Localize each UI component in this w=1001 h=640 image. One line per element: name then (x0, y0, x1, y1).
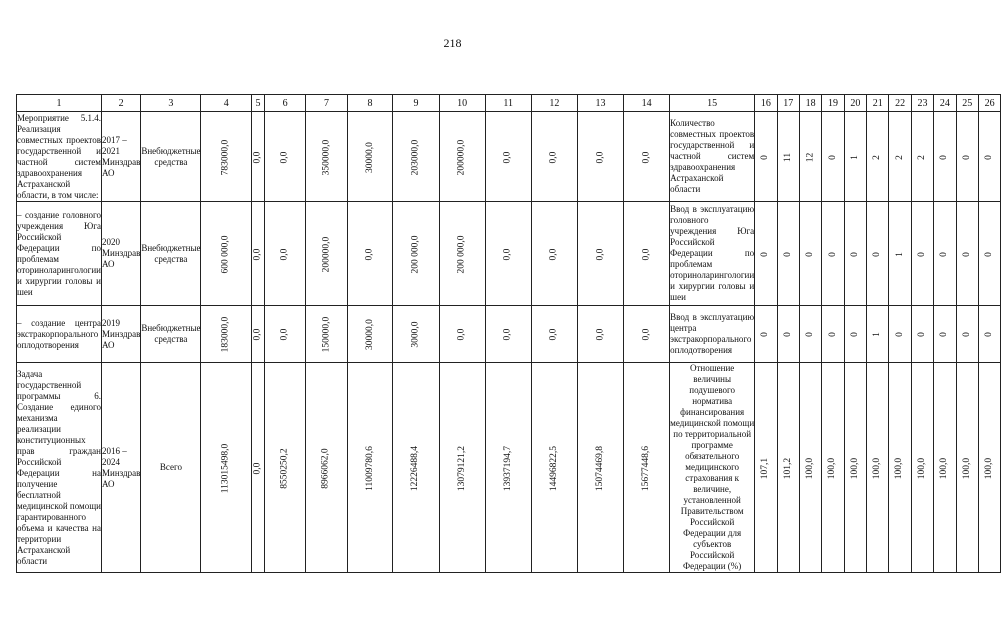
fin-value: 0,0 (548, 248, 559, 260)
fin-value: 0,0 (252, 328, 263, 341)
fin-value: 0,0 (594, 248, 605, 260)
fin-value: 0,0 (502, 328, 513, 341)
indicator-value: 1 (849, 154, 860, 160)
indicator-value: 100,0 (827, 457, 838, 479)
period-executor (102, 202, 141, 306)
indicator-value: 0 (760, 154, 771, 160)
col-header: 17 (777, 95, 799, 112)
fin-value: 0,0 (641, 328, 652, 341)
indicator-value: 100,0 (984, 457, 995, 479)
indicator-value: 100,0 (939, 457, 950, 479)
fin-value: 0,0 (252, 462, 263, 474)
fin-value: 30000,0 (364, 141, 375, 173)
indicator-value: 2 (894, 154, 905, 160)
fin-value: 14496822,5 (548, 445, 559, 491)
indicator-value: 0 (827, 251, 838, 257)
indicator-name: Количество совместных проектов государственной и частной систем здравоохранения Астраханской области (670, 112, 755, 202)
col-header: 19 (822, 95, 844, 112)
table-row (17, 112, 1001, 202)
fin-value: 0,0 (252, 248, 263, 260)
indicator-value: 0 (961, 251, 972, 257)
indicator-value: 100,0 (849, 457, 860, 479)
fin-value: 0,0 (279, 248, 290, 260)
indicator-value: 2 (872, 154, 883, 160)
table-row (17, 306, 1001, 363)
indicator-value: 1 (894, 251, 905, 257)
page-number: 218 (443, 36, 462, 50)
indicator-value: 0 (760, 251, 771, 257)
indicator-value: 2 (916, 154, 927, 160)
period: 2019 (102, 317, 120, 328)
fin-value: 8550250,2 (279, 447, 290, 489)
fin-value: 600 000,0 (220, 235, 231, 273)
indicator-value: 0 (849, 332, 860, 337)
funding-source: Внебюджетные средства (141, 112, 201, 202)
col-header: 21 (867, 95, 889, 112)
indicator-value: 0 (805, 251, 816, 257)
fin-value: 0,0 (594, 328, 605, 341)
funding-source: Всего (141, 363, 201, 573)
col-header: 18 (799, 95, 821, 112)
table-row (17, 202, 1001, 306)
fin-value: 13937194,7 (502, 445, 513, 491)
fin-value: 0,0 (502, 151, 513, 163)
fin-value: 13079121,2 (456, 445, 467, 491)
indicator-value: 100,0 (961, 457, 972, 479)
col-header: 12 (531, 95, 577, 112)
col-header: 24 (934, 95, 956, 112)
indicator-value: 12 (805, 152, 816, 162)
indicator-value: 0 (782, 251, 793, 257)
fin-value: 350000,0 (320, 139, 331, 175)
fin-value: 200 000,0 (456, 235, 467, 273)
funding-source: Внебюджетные средства (141, 306, 201, 363)
col-header: 13 (577, 95, 623, 112)
indicator-value: 100,0 (805, 457, 816, 479)
measure-name: Мероприятие 5.1.4. Реализация совместных проектов государственной и частной систем здравоохранения Астраханской области, в том числе: (17, 112, 101, 200)
fin-value: 0,0 (252, 151, 263, 163)
period-executor (102, 306, 141, 363)
fin-value: 0,0 (456, 328, 467, 341)
fin-value: 0,0 (641, 151, 652, 163)
fin-value: 0,0 (594, 151, 605, 163)
header-row (17, 95, 1001, 112)
col-header: 20 (844, 95, 866, 112)
indicator-value: 0 (961, 332, 972, 337)
fin-value: 0,0 (364, 248, 375, 260)
indicator-value: 0 (872, 251, 883, 257)
indicator-value: 0 (760, 332, 771, 337)
period-executor (102, 363, 141, 573)
col-header: 26 (978, 95, 1000, 112)
executor: Минздрав АО (102, 328, 141, 350)
period: 2020 (102, 237, 120, 247)
table-row (17, 363, 1001, 573)
executor: Минздрав АО (102, 156, 141, 178)
col-header: 23 (911, 95, 933, 112)
fin-value: 200 000,0 (410, 235, 421, 273)
indicator-value: 0 (984, 332, 995, 337)
col-header: 14 (624, 95, 670, 112)
indicator-value: 0 (916, 332, 927, 337)
fin-value: 3000,0 (410, 321, 421, 348)
indicator-value: 0 (984, 251, 995, 257)
fin-value: 150000,0 (320, 316, 331, 353)
indicator-name: Ввод в эксплуатацию центра экстракорпорального оплодотворения (670, 306, 755, 363)
col-header: 11 (485, 95, 531, 112)
col-header: 7 (306, 95, 347, 112)
indicator-value: 0 (827, 154, 838, 160)
indicator-value: 0 (894, 332, 905, 337)
period: 2017 – 2021 (102, 134, 127, 156)
executor: Минздрав АО (102, 248, 141, 269)
fin-value: 0,0 (548, 151, 559, 163)
indicator-value: 0 (984, 154, 995, 160)
col-header: 2 (102, 95, 141, 112)
indicator-value: 0 (939, 251, 950, 257)
fin-value: 15677448,6 (641, 445, 652, 491)
indicator-value: 107,1 (760, 457, 771, 479)
col-header: 15 (670, 95, 755, 112)
fin-value: 15074469,8 (594, 445, 605, 491)
executor: Минздрав АО (102, 467, 141, 489)
indicator-value: 0 (939, 154, 950, 160)
col-header: 10 (439, 95, 485, 112)
indicator-value: 0 (939, 332, 950, 337)
fin-value: 8966062,0 (320, 447, 331, 489)
col-header: 8 (347, 95, 393, 112)
fin-value: 0,0 (641, 248, 652, 260)
period: 2016 – 2024 (102, 445, 127, 467)
col-header: 5 (252, 95, 265, 112)
indicator-value: 1 (872, 332, 883, 337)
fin-value: 200000,0 (320, 236, 331, 272)
fin-value: 0,0 (279, 151, 290, 163)
fin-value: 0,0 (279, 328, 290, 341)
program-table (16, 94, 1001, 573)
fin-value: 11009780,6 (364, 445, 375, 491)
col-header: 22 (889, 95, 911, 112)
col-header: 9 (393, 95, 439, 112)
indicator-value: 100,0 (894, 457, 905, 479)
period-executor (102, 112, 141, 202)
indicator-value: 101,2 (782, 457, 793, 479)
col-header: 25 (956, 95, 978, 112)
col-header: 4 (201, 95, 252, 112)
col-header: 6 (264, 95, 305, 112)
indicator-value: 0 (827, 332, 838, 337)
measure-name: Задача государственной программы 6. Создание единого механизма реализации конституционных прав граждан Российской Федерации на получение бесплатной медицинской помощи гарантированного объема и качества на территории Астраханской области (17, 363, 102, 573)
fin-value: 30000,0 (364, 319, 375, 350)
measure-name: – создание головного учреждения Юга Российской Федерации по проблемам оториноларингологии и хирургии головы и шеи (17, 202, 102, 306)
col-header: 1 (17, 95, 102, 112)
indicator-name: Ввод в эксплуатацию головного учреждения Юга Российской Федерации по проблемам оториноларингологии и хирургии головы и шеи (670, 202, 755, 306)
fin-value: 200000,0 (456, 139, 467, 175)
fin-value: 0,0 (502, 248, 513, 260)
indicator-value: 100,0 (872, 457, 883, 479)
indicator-value: 100,0 (916, 457, 927, 479)
fin-value: 12226488,4 (410, 445, 421, 491)
col-header: 16 (755, 95, 777, 112)
indicator-value: 0 (961, 154, 972, 160)
fin-value: 113015498,0 (220, 443, 231, 493)
indicator-value: 0 (782, 332, 793, 337)
col-header: 3 (141, 95, 201, 112)
funding-source: Внебюджетные средства (141, 202, 201, 306)
fin-value: 203000,0 (410, 139, 421, 175)
indicator-value: 11 (782, 152, 793, 162)
fin-value: 0,0 (548, 328, 559, 341)
fin-value: 783000,0 (220, 139, 231, 175)
measure-name: – создание центра экстракорпорального оплодотворения (17, 306, 102, 363)
indicator-value: 0 (805, 332, 816, 337)
indicator-value: 0 (916, 251, 927, 257)
indicator-name: Отношение величины подушевого норматива финансирования медицинской помощи по территориальной программе обязательного медицинского страхования к величине, установленной Правительством Российской Федерации для субъектов Российской Федерации (%) (670, 363, 755, 571)
fin-value: 183000,0 (220, 316, 231, 353)
indicator-value: 0 (849, 251, 860, 257)
